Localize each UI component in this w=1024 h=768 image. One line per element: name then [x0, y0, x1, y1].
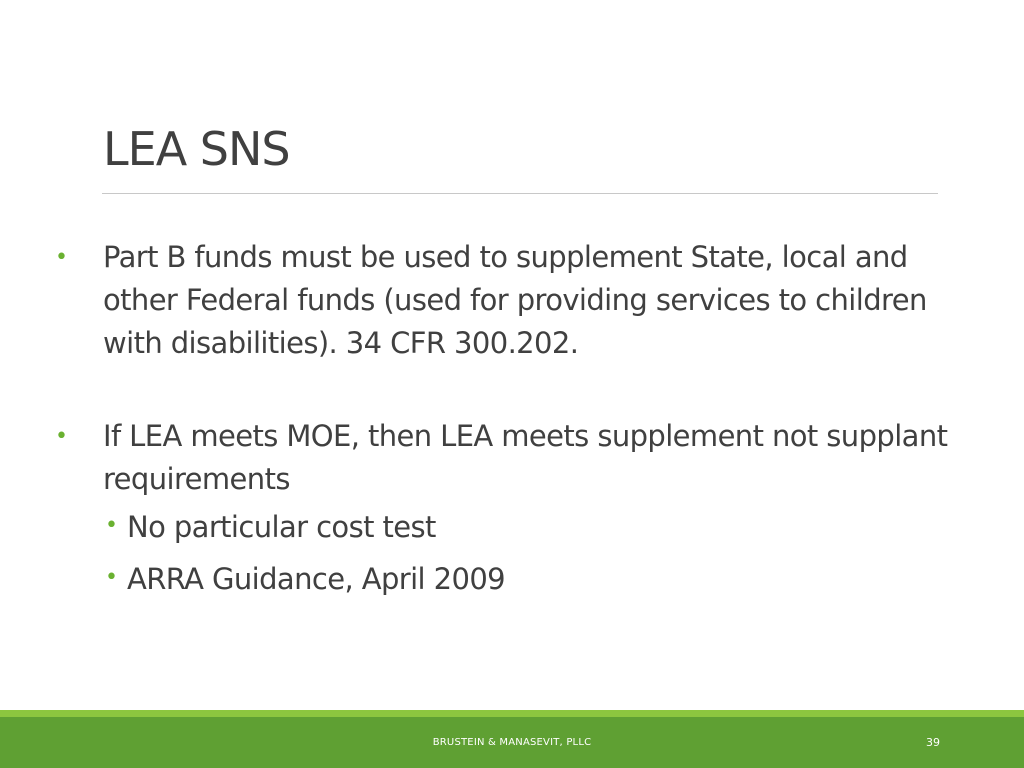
- bullet-dot-icon: •: [55, 245, 68, 270]
- title-divider: [102, 193, 938, 194]
- footer-accent-stripe: [0, 710, 1024, 717]
- sub-bullet-item: [103, 501, 963, 553]
- slide-content: [55, 236, 963, 605]
- bullet-text: If LEA meets MOE, then LEA meets supplement not supplant requirements: [103, 419, 948, 496]
- bullet-item: [55, 236, 963, 365]
- footer-firm-name: BRUSTEIN & MANASEVIT, PLLC: [432, 737, 592, 748]
- bullet-dot-icon: •: [55, 424, 68, 449]
- sub-bullet-dot-icon: •: [105, 513, 118, 538]
- sub-bullet-item: [103, 553, 963, 605]
- bullet-text: Part B funds must be used to supplement State, local and other Federal funds (used for providing services to children with disabilities). 34 CFR 300.202.: [103, 240, 927, 360]
- sub-bullet-dot-icon: •: [105, 565, 118, 590]
- sub-bullet-text: ARRA Guidance, April 2009: [127, 562, 506, 596]
- slide-page-number: 39: [926, 736, 940, 749]
- sub-bullet-text: No particular cost test: [127, 510, 436, 544]
- bullet-item: [55, 415, 963, 501]
- slide-title: LEA SNS: [103, 122, 290, 176]
